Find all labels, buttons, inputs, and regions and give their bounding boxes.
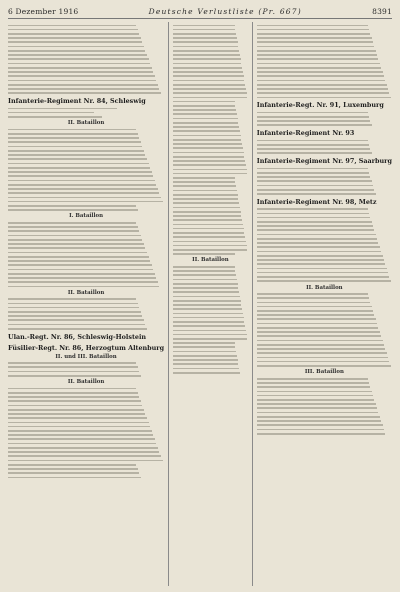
header-title: Deutsche Verlustliste (Pr. 667): [148, 6, 302, 16]
text-line: [257, 412, 379, 414]
text-line: [8, 175, 153, 177]
text-line: [257, 84, 387, 86]
text-line: [257, 280, 391, 282]
text-line: [8, 197, 161, 199]
text-line: [8, 307, 139, 309]
text-line: [257, 148, 371, 150]
text-line: [173, 97, 248, 99]
text-line: [8, 460, 163, 462]
text-line: [8, 362, 136, 364]
text-line: [173, 207, 240, 209]
text-line: [257, 50, 376, 52]
text-line: [8, 451, 159, 453]
text-line: [8, 315, 142, 317]
text-line: [173, 355, 237, 357]
text-line: [173, 198, 239, 200]
text-line: [257, 33, 371, 35]
text-line: [8, 171, 152, 173]
text-line: [173, 122, 239, 124]
text-line: [173, 236, 245, 238]
text-line: [173, 241, 246, 243]
text-line: [173, 80, 245, 82]
text-line: [173, 160, 245, 162]
text-line: [257, 152, 372, 154]
text-line: [8, 235, 141, 237]
text-line: [8, 286, 159, 288]
text-line: [257, 344, 384, 346]
text-line: [8, 328, 147, 330]
text-line: [173, 372, 240, 374]
text-line: [8, 92, 161, 94]
text-line: [257, 416, 380, 418]
text-line: [257, 58, 379, 60]
text-line: [173, 219, 242, 221]
section-subheading: II. und III. Bataillon: [55, 353, 117, 360]
text-line: [173, 164, 246, 166]
text-line: [8, 311, 141, 313]
text-line: [173, 41, 238, 43]
text-line: [173, 283, 238, 285]
text-line: [8, 396, 139, 398]
text-line: [173, 296, 240, 298]
text-line: [8, 256, 149, 258]
text-line: [173, 177, 235, 179]
text-line: [173, 29, 236, 31]
text-line: [257, 29, 369, 31]
text-line: [257, 386, 371, 388]
text-line: [257, 272, 388, 274]
text-line: [257, 180, 372, 182]
text-line: [257, 365, 391, 367]
text-line: [173, 181, 236, 183]
text-line: [8, 417, 147, 419]
text-line: [173, 202, 239, 204]
text-line: [257, 382, 369, 384]
text-line: [8, 158, 147, 160]
text-line: [8, 25, 136, 27]
text-line: [8, 108, 117, 110]
text-line: [8, 84, 158, 86]
text-line: [8, 205, 136, 207]
text-line: [257, 185, 373, 187]
text-line: [257, 88, 388, 90]
text-line: [8, 247, 145, 249]
text-line: [8, 375, 141, 377]
text-line: [173, 334, 247, 336]
text-line: [257, 352, 387, 354]
text-line: [257, 424, 383, 426]
text-line: [8, 273, 155, 275]
text-line: [257, 391, 372, 393]
text-line: [257, 80, 386, 82]
section-heading: Infanterie-Regiment Nr. 93: [256, 129, 355, 138]
text-line: [8, 37, 141, 39]
text-line: [257, 176, 371, 178]
text-line: [257, 41, 373, 43]
text-line: [8, 146, 142, 148]
text-line: [8, 188, 158, 190]
text-line: [173, 368, 239, 370]
text-line: [173, 325, 245, 327]
text-line: [173, 58, 241, 60]
section-heading: Infanterie-Regt. Nr. 91, Luxemburg: [256, 101, 384, 110]
text-line: [173, 330, 246, 332]
text-line: [257, 242, 379, 244]
text-line: [257, 97, 391, 99]
text-line: [173, 139, 242, 141]
section-heading: Infanterie-Regiment Nr. 97, Saarburg: [256, 157, 392, 166]
text-line: [257, 399, 375, 401]
text-line: [257, 246, 380, 248]
text-line: [173, 359, 238, 361]
text-line: [8, 67, 152, 69]
text-line: [173, 363, 239, 365]
text-line: [8, 477, 141, 479]
text-line: [173, 46, 239, 48]
text-line: [257, 276, 390, 278]
text-line: [173, 33, 236, 35]
section-subheading: III. Bataillon: [304, 369, 344, 376]
section-subheading: II. Bataillon: [192, 257, 229, 264]
text-line: [173, 84, 245, 86]
text-line: [257, 361, 390, 363]
text-line: [8, 141, 141, 143]
text-line: [173, 300, 241, 302]
text-line: [173, 228, 244, 230]
text-line: [173, 92, 247, 94]
text-line: [8, 371, 139, 373]
text-line: [257, 46, 375, 48]
text-line: [8, 192, 159, 194]
text-line: [8, 63, 150, 65]
text-line: [257, 251, 381, 253]
text-line: [8, 400, 141, 402]
text-line: [8, 324, 145, 326]
text-line: [173, 135, 241, 137]
text-line: [257, 189, 375, 191]
text-line: [173, 173, 248, 175]
text-line: [257, 306, 372, 308]
text-line: [173, 101, 235, 103]
text-line: [173, 75, 244, 77]
text-line: [173, 215, 242, 217]
text-line: [8, 438, 155, 440]
section-subheading: II. Bataillon: [67, 379, 105, 386]
text-line: [8, 472, 139, 474]
text-line: [173, 232, 245, 234]
text-line: [8, 277, 156, 279]
text-line: [8, 319, 144, 321]
text-line: [257, 25, 368, 27]
text-line: [173, 88, 246, 90]
text-line: [173, 308, 242, 310]
text-line: [257, 71, 383, 73]
section-subheading: II. Bataillon: [306, 284, 343, 291]
text-line: [173, 185, 236, 187]
text-line: [8, 252, 147, 254]
text-line: [257, 318, 376, 320]
text-line: [8, 230, 139, 232]
text-line: [8, 50, 145, 52]
section-heading: Füsilier-Regt. Nr. 86, Herzogtum Altenburg: [8, 343, 165, 352]
text-line: [8, 150, 144, 152]
text-line: [257, 225, 373, 227]
text-line: [257, 302, 371, 304]
text-line: [257, 140, 368, 142]
text-line: [8, 167, 150, 169]
text-line: [257, 340, 383, 342]
text-line: [8, 75, 155, 77]
text-line: [8, 226, 138, 228]
header-date: 6 Dezember 1916: [8, 6, 79, 16]
text-line: [8, 243, 144, 245]
text-line: [257, 395, 373, 397]
text-line: [257, 67, 381, 69]
text-line: [257, 120, 371, 122]
text-line: [173, 342, 235, 344]
text-line: [173, 156, 245, 158]
text-line: [257, 112, 368, 114]
text-line: [8, 209, 138, 211]
text-line: [257, 429, 384, 431]
text-line: [257, 263, 386, 265]
text-line: [173, 54, 240, 56]
right-column: [257, 22, 392, 586]
text-line: [8, 409, 144, 411]
text-line: [8, 447, 158, 449]
text-line: [173, 245, 247, 247]
text-line: [173, 321, 245, 323]
text-line: [8, 180, 155, 182]
text-line: [257, 378, 368, 380]
text-line: [173, 313, 243, 315]
column-layout: [8, 22, 392, 586]
text-line: [257, 293, 368, 295]
text-line: [8, 201, 163, 203]
text-line: [173, 317, 244, 319]
text-line: [173, 249, 248, 251]
text-line: [257, 335, 381, 337]
text-line: [173, 224, 243, 226]
text-line: [8, 422, 149, 424]
text-line: [8, 426, 150, 428]
section-heading: Infanterie-Regiment Nr. 84, Schleswig: [8, 96, 146, 105]
text-line: [257, 172, 369, 174]
text-line: [8, 33, 139, 35]
text-line: [8, 405, 142, 407]
text-line: [8, 222, 136, 224]
text-line: [8, 112, 94, 114]
text-line: [173, 71, 243, 73]
text-line: [257, 255, 383, 257]
text-line: [257, 193, 376, 195]
text-line: [257, 116, 369, 118]
text-line: [173, 152, 244, 154]
text-line: [173, 287, 239, 289]
text-line: [173, 147, 243, 149]
text-line: [8, 29, 138, 31]
text-line: [173, 253, 235, 255]
text-line: [257, 229, 375, 231]
text-line: [173, 118, 238, 120]
section-heading: Ulan.-Regt. Nr. 86, Schleswig-Holstein: [8, 332, 147, 341]
left-column: [8, 22, 164, 586]
text-line: [8, 388, 136, 390]
text-line: [173, 274, 236, 276]
text-line: [8, 430, 152, 432]
text-line: [8, 239, 142, 241]
section-subheading: II. Bataillon: [67, 120, 105, 127]
text-line: [8, 464, 136, 466]
text-line: [8, 116, 102, 118]
text-line: [173, 351, 236, 353]
text-line: [173, 190, 237, 192]
text-line: [257, 268, 387, 270]
text-line: [257, 75, 384, 77]
text-line: [257, 348, 386, 350]
text-line: [257, 433, 386, 435]
text-line: [8, 41, 142, 43]
text-line: [8, 137, 139, 139]
text-line: [173, 211, 241, 213]
text-line: [173, 194, 238, 196]
text-line: [173, 130, 240, 132]
text-line: [8, 269, 153, 271]
text-line: [173, 279, 237, 281]
text-line: [257, 63, 380, 65]
text-line: [8, 455, 161, 457]
section-heading: Infanterie-Regiment Nr. 98, Metz: [256, 197, 377, 206]
text-line: [173, 126, 239, 128]
text-line: [257, 221, 372, 223]
text-line: [8, 163, 149, 165]
text-line: [257, 403, 376, 405]
text-line: [257, 124, 372, 126]
text-line: [8, 303, 138, 305]
text-line: [8, 392, 138, 394]
text-line: [8, 413, 145, 415]
text-line: [8, 54, 147, 56]
text-line: [173, 113, 237, 115]
text-line: [257, 331, 380, 333]
text-line: [173, 270, 236, 272]
text-line: [8, 434, 153, 436]
text-line: [173, 50, 239, 52]
text-line: [257, 357, 388, 359]
text-line: [8, 443, 156, 445]
column-divider: [168, 22, 169, 586]
section-subheading: II. Bataillon: [67, 289, 105, 296]
text-line: [173, 67, 242, 69]
text-line: [8, 133, 138, 135]
text-line: [173, 25, 235, 27]
text-line: [8, 71, 153, 73]
page-header: [8, 4, 392, 19]
text-line: [257, 259, 384, 261]
column-divider: [252, 22, 253, 586]
text-line: [8, 264, 152, 266]
text-line: [8, 58, 149, 60]
middle-column: [173, 22, 248, 586]
text-line: [173, 338, 248, 340]
text-line: [8, 281, 158, 283]
text-line: [257, 144, 369, 146]
text-line: [257, 213, 369, 215]
text-line: [257, 314, 375, 316]
text-line: [173, 291, 239, 293]
text-line: [257, 323, 377, 325]
text-line: [8, 298, 136, 300]
text-line: [8, 366, 138, 368]
text-line: [173, 304, 242, 306]
text-line: [8, 80, 156, 82]
text-line: [257, 54, 377, 56]
text-line: [257, 407, 377, 409]
text-line: [257, 327, 379, 329]
text-line: [257, 168, 368, 170]
text-line: [173, 63, 242, 65]
text-line: [257, 297, 369, 299]
text-line: [173, 109, 236, 111]
text-line: [257, 208, 368, 210]
text-line: [8, 468, 138, 470]
text-line: [173, 346, 236, 348]
text-line: [257, 92, 390, 94]
text-line: [8, 88, 159, 90]
text-line: [8, 260, 150, 262]
text-line: [257, 234, 376, 236]
text-line: [173, 266, 235, 268]
text-line: [8, 184, 156, 186]
text-line: [257, 238, 377, 240]
text-line: [257, 37, 372, 39]
text-line: [8, 129, 136, 131]
header-page-number: 8391: [372, 6, 392, 16]
section-subheading: I. Bataillon: [69, 213, 104, 220]
text-line: [173, 105, 236, 107]
text-line: [257, 217, 371, 219]
text-line: [8, 154, 145, 156]
text-line: [8, 46, 144, 48]
text-line: [173, 169, 247, 171]
text-line: [173, 143, 242, 145]
text-line: [257, 420, 381, 422]
text-line: [173, 37, 237, 39]
text-line: [257, 310, 373, 312]
